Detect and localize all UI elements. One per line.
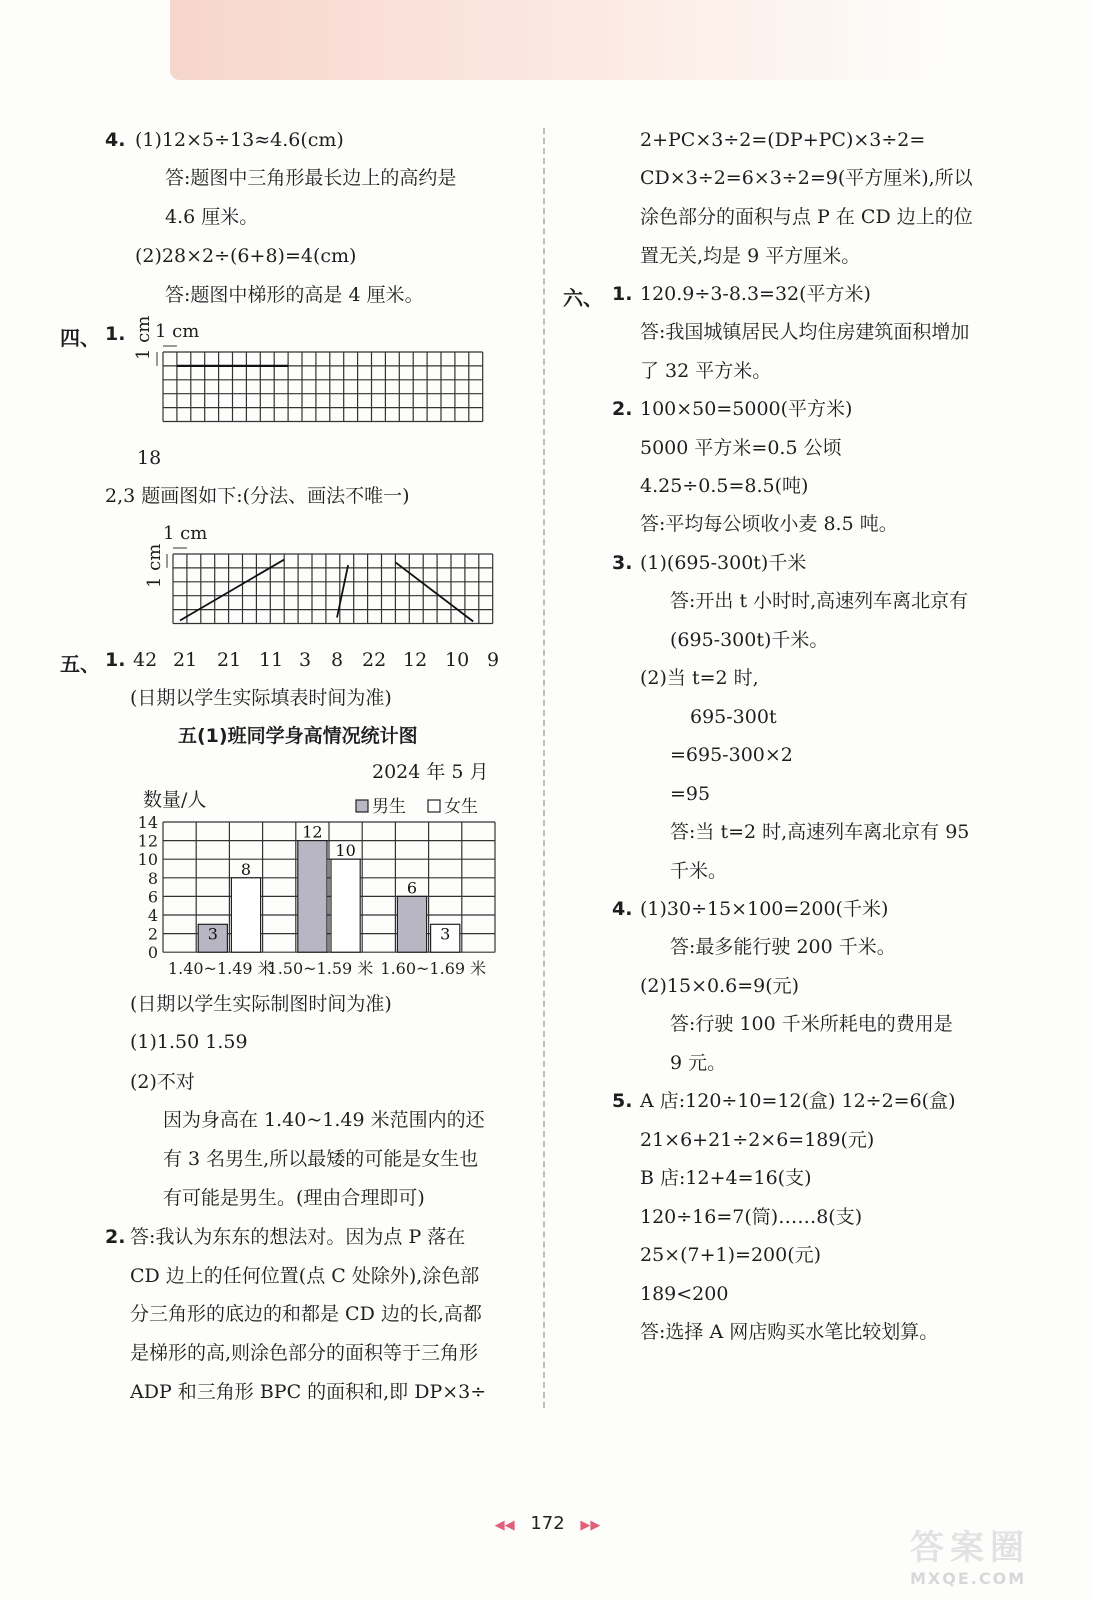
sec6-q1-answer-a: 答:我国城镇居民人均住房建筑面积增加 — [640, 321, 970, 343]
sec6-q5-number: 5. — [612, 1090, 633, 1112]
chart-ylabel: 数量/人 — [143, 789, 207, 811]
sec6-q3-answer-a: 答:开出 t 小时时,高速列车离北京有 — [670, 590, 969, 612]
grid2-drawn-line-3 — [395, 562, 473, 621]
legend-label-girls: 女生 — [444, 797, 478, 817]
legend-label-boys: 男生 — [372, 797, 406, 817]
section-6-heading: 六、 — [563, 286, 603, 310]
sec6-q1-answer-b: 了 32 平方米。 — [640, 360, 772, 382]
sec5-value: 22 — [362, 649, 387, 671]
q4-1-answer-b: 4.6 厘米。 — [165, 206, 259, 228]
grid2-drawn-line-1 — [180, 560, 284, 621]
sec6-q3-answer-b: (695-300t)千米。 — [670, 629, 829, 651]
chart-category-label: 1.50~1.59 米 — [267, 959, 374, 979]
sec5-value: 21 — [173, 649, 198, 671]
answer-1: (1)1.50 1.59 — [130, 1031, 248, 1053]
sec6-q3-line-1: (1)(695-300t)千米 — [640, 552, 807, 574]
answer-2-line-2: 有 3 名男生,所以最矮的可能是女生也 — [163, 1148, 479, 1170]
q2-line-4: 是梯形的高,则涂色部分的面积等于三角形 — [130, 1342, 479, 1364]
right-top-line-4: 置无关,均是 9 平方厘米。 — [640, 245, 861, 267]
bar-chart — [130, 790, 510, 980]
sec5-q1-number: 1. — [105, 649, 126, 671]
sec5-value: 9 — [487, 649, 500, 671]
page-footer — [480, 1513, 615, 1534]
sec6-q3-line-2: (2)当 t=2 时, — [640, 667, 759, 689]
q4-number: 4. — [105, 129, 126, 151]
chart-title: 五(1)班同学身高情况统计图 — [178, 725, 418, 747]
legend-swatch-girls — [428, 800, 440, 812]
section-4-heading: 四、 — [60, 326, 100, 350]
grid2-unit-vertical: 1 cm — [144, 543, 165, 588]
watermark-url: MXQE.COM — [910, 1569, 1027, 1588]
date-note-1: (日期以学生实际填表时间为准) — [130, 687, 392, 709]
answer-2-line-1: 因为身高在 1.40~1.49 米范围内的还 — [163, 1109, 485, 1131]
chart-category-label: 1.60~1.69 米 — [380, 959, 487, 979]
sec6-q2-line-3: 4.25÷0.5=8.5(吨) — [640, 475, 809, 497]
q4-1-answer-a: 答:题图中三角形最长边上的高约是 — [165, 167, 457, 189]
answer-2: (2)不对 — [130, 1071, 195, 1093]
chart-ytick-label: 0 — [147, 943, 158, 963]
bar-boys — [298, 841, 327, 953]
right-top-line-2: CD×3÷2=6×3÷2=9(平方厘米),所以 — [640, 167, 973, 189]
section-5-heading: 五、 — [60, 652, 100, 676]
q2-line-2: CD 边上的任何位置(点 C 处除外),涂色部 — [130, 1265, 480, 1287]
sec6-q5-line-2: 21×6+21÷2×6=189(元) — [640, 1129, 875, 1151]
grid1-answer: 18 — [137, 447, 162, 469]
sec6-q5-line-1: A 店:120÷10=12(盒) 12÷2=6(盒) — [640, 1090, 956, 1112]
page-number: 172 — [530, 1513, 565, 1534]
sec6-q1-calc: 120.9÷3-8.3=32(平方米) — [640, 283, 871, 305]
q2-line-1: 答:我认为东东的想法对。因为点 P 落在 — [130, 1226, 466, 1248]
grid2-unit-horizontal: 1 cm — [163, 523, 208, 544]
legend-swatch-boys — [356, 800, 368, 812]
sec6-q1-number: 1. — [612, 283, 633, 305]
sec6-q2-line-2: 5000 平方米=0.5 公顷 — [640, 437, 842, 459]
right-top-line-1: 2+PC×3÷2=(DP+PC)×3÷2= — [640, 129, 926, 151]
bar-boys — [397, 896, 426, 952]
column-divider — [543, 128, 545, 1408]
bar-girls — [331, 859, 360, 952]
header-decoration — [170, 0, 950, 80]
sec6-q5-line-3: B 店:12+4=16(支) — [640, 1167, 812, 1189]
sec6-q3-answer2-b: 千米。 — [670, 860, 728, 882]
grid1-unit-horizontal: 1 cm — [155, 321, 200, 342]
answer-2-line-3: 有可能是男生。(理由合理即可) — [163, 1187, 425, 1209]
q2-line-5: ADP 和三角形 BPC 的面积和,即 DP×3÷ — [130, 1381, 487, 1403]
chart-ytick-label: 12 — [137, 831, 158, 851]
watermark-logo — [910, 1520, 1030, 1588]
bar-data-label: 3 — [207, 924, 218, 944]
q2-number: 2. — [105, 1226, 126, 1248]
sec6-q4-answer2-a: 答:行驶 100 千米所耗电的费用是 — [670, 1013, 953, 1035]
sec6-q5-answer: 答:选择 A 网店购买水笔比较划算。 — [640, 1321, 939, 1343]
sec5-value: 21 — [217, 649, 242, 671]
chart-ytick-label: 14 — [137, 813, 158, 832]
sec5-value: 3 — [299, 649, 312, 671]
sec5-value: 42 — [133, 649, 158, 671]
sec6-q2-line-1: 100×50=5000(平方米) — [640, 398, 853, 420]
chart-ytick-label: 4 — [147, 906, 158, 925]
chart-ytick-label: 6 — [147, 887, 158, 907]
q2-line-3: 分三角形的底边的和都是 CD 边的长,高都 — [130, 1303, 482, 1325]
sec6-q4-number: 4. — [612, 898, 633, 920]
right-top-line-3: 涂色部分的面积与点 P 在 CD 边上的位 — [640, 206, 973, 228]
sec6-q4-line-2: (2)15×0.6=9(元) — [640, 975, 800, 997]
watermark-big: 答案圈 — [910, 1528, 1030, 1568]
sec4-q1-number: 1. — [105, 323, 126, 345]
chart-ytick-label: 10 — [137, 850, 158, 870]
sec6-q3-eq-2: =695-300×2 — [670, 744, 793, 766]
sec6-q5-line-6: 189<200 — [640, 1283, 729, 1305]
bar-data-label: 3 — [440, 924, 451, 944]
bar-data-label: 8 — [240, 859, 252, 879]
sec5-value: 11 — [259, 649, 284, 671]
sec5-value: 10 — [445, 649, 470, 671]
date-note-2: (日期以学生实际制图时间为准) — [130, 993, 392, 1015]
sec6-q3-answer2-a: 答:当 t=2 时,高速列车离北京有 95 — [670, 821, 970, 843]
bar-data-label: 6 — [406, 878, 418, 898]
sec6-q5-line-4: 120÷16=7(筒)……8(支) — [640, 1206, 863, 1228]
sec5-value: 12 — [403, 649, 428, 671]
q23-note: 2,3 题画图如下:(分法、画法不唯一) — [105, 485, 410, 507]
sec6-q3-number: 3. — [612, 552, 633, 574]
prev-arrows-icon: ◀◀ — [494, 1518, 515, 1533]
sec6-q5-line-5: 25×(7+1)=200(元) — [640, 1244, 822, 1266]
sec6-q4-answer2-b: 9 元。 — [670, 1052, 727, 1074]
sec5-value: 8 — [331, 649, 344, 671]
q4-2-calc: (2)28×2÷(6+8)=4(cm) — [135, 245, 357, 267]
bar-data-label: 12 — [302, 822, 323, 842]
sec6-q2-number: 2. — [612, 398, 633, 420]
q4-1-calc: (1)12×5÷13≈4.6(cm) — [135, 129, 344, 151]
q4-2-answer: 答:题图中梯形的高是 4 厘米。 — [165, 284, 424, 306]
sec6-q4-line-1: (1)30÷15×100=200(千米) — [640, 898, 889, 920]
sec6-q4-answer: 答:最多能行驶 200 千米。 — [670, 936, 896, 958]
chart-category-label: 1.40~1.49 米 — [167, 959, 274, 979]
next-arrows-icon: ▶▶ — [580, 1518, 601, 1533]
grid1-unit-vertical: 1 cm — [133, 315, 154, 360]
chart-ytick-label: 2 — [147, 924, 158, 944]
sec6-q3-eq-3: =95 — [670, 783, 711, 805]
chart-ytick-label: 8 — [147, 868, 158, 888]
sec6-q3-eq-1: 695-300t — [690, 706, 777, 728]
sec6-q2-answer: 答:平均每公顷收小麦 8.5 吨。 — [640, 513, 898, 535]
bar-girls — [231, 878, 260, 952]
bar-data-label: 10 — [335, 841, 356, 861]
chart-subtitle: 2024 年 5 月 — [372, 761, 489, 783]
